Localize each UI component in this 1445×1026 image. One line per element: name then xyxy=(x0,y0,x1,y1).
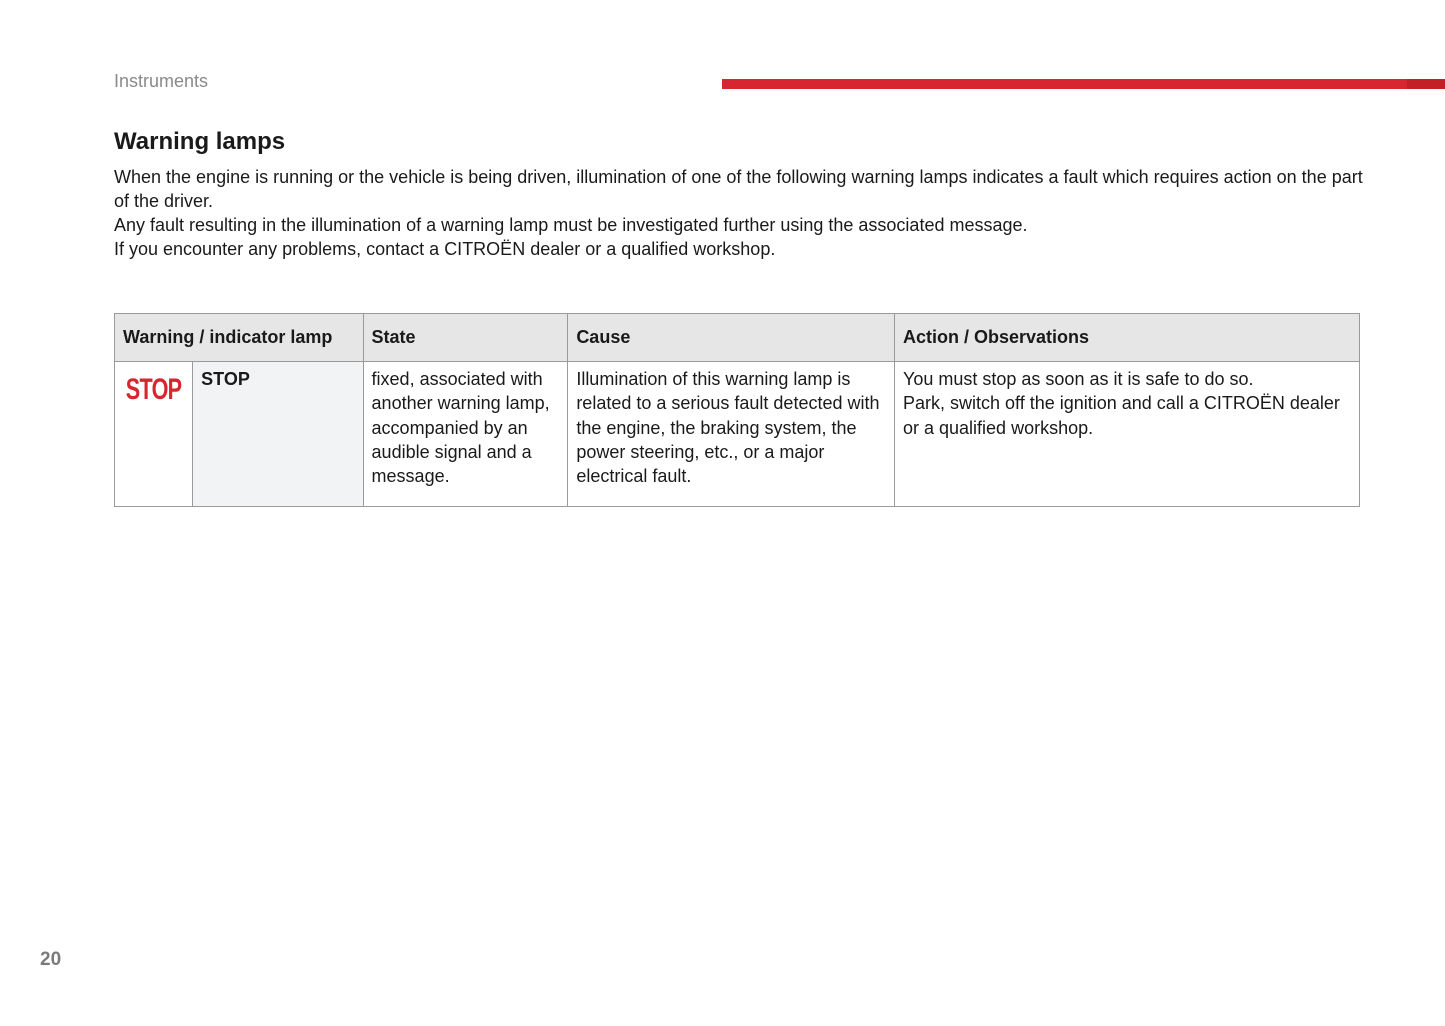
lamp-state: fixed, associated with another warning lamp, accompanied by an audible signal and a message. xyxy=(363,362,568,507)
header-state: State xyxy=(363,314,568,362)
intro-paragraph: When the engine is running or the vehicle is being driven, illumination of one of the following warning lamps indicates a fault which requires action on the part of the driver. xyxy=(114,167,1363,211)
header-accent-bar-end xyxy=(1407,79,1445,89)
table-header-row xyxy=(115,314,1360,362)
intro-paragraph: If you encounter any problems, contact a CITROËN dealer or a qualified workshop. xyxy=(114,239,776,259)
section-title: Instruments xyxy=(114,71,209,91)
lamp-name: STOP xyxy=(193,362,363,507)
warning-lamps-table xyxy=(114,313,1360,507)
lamp-cause: Illumination of this warning lamp is related to a serious fault detected with the engine, the braking system, the power steering, etc., or a major electrical fault. xyxy=(568,362,895,507)
header-cause: Cause xyxy=(568,314,895,362)
header-action: Action / Observations xyxy=(895,314,1360,362)
action-line: Park, switch off the ignition and call a CITROËN dealer or a qualified workshop. xyxy=(903,393,1340,438)
action-line: You must stop as soon as it is safe to do so. xyxy=(903,369,1254,389)
intro-paragraph: Any fault resulting in the illumination of a warning lamp must be investigated further using the associated message. xyxy=(114,215,1028,235)
table-row xyxy=(115,362,1360,507)
lamp-icon-cell xyxy=(115,362,193,507)
stop-warning-icon: STOP xyxy=(125,373,182,406)
intro-text xyxy=(114,165,1364,261)
page-title: Warning lamps xyxy=(114,128,286,155)
header-accent-bar xyxy=(722,79,1445,89)
page-number: 20 xyxy=(40,949,62,970)
lamp-action xyxy=(895,362,1360,507)
header-lamp: Warning / indicator lamp xyxy=(115,314,364,362)
